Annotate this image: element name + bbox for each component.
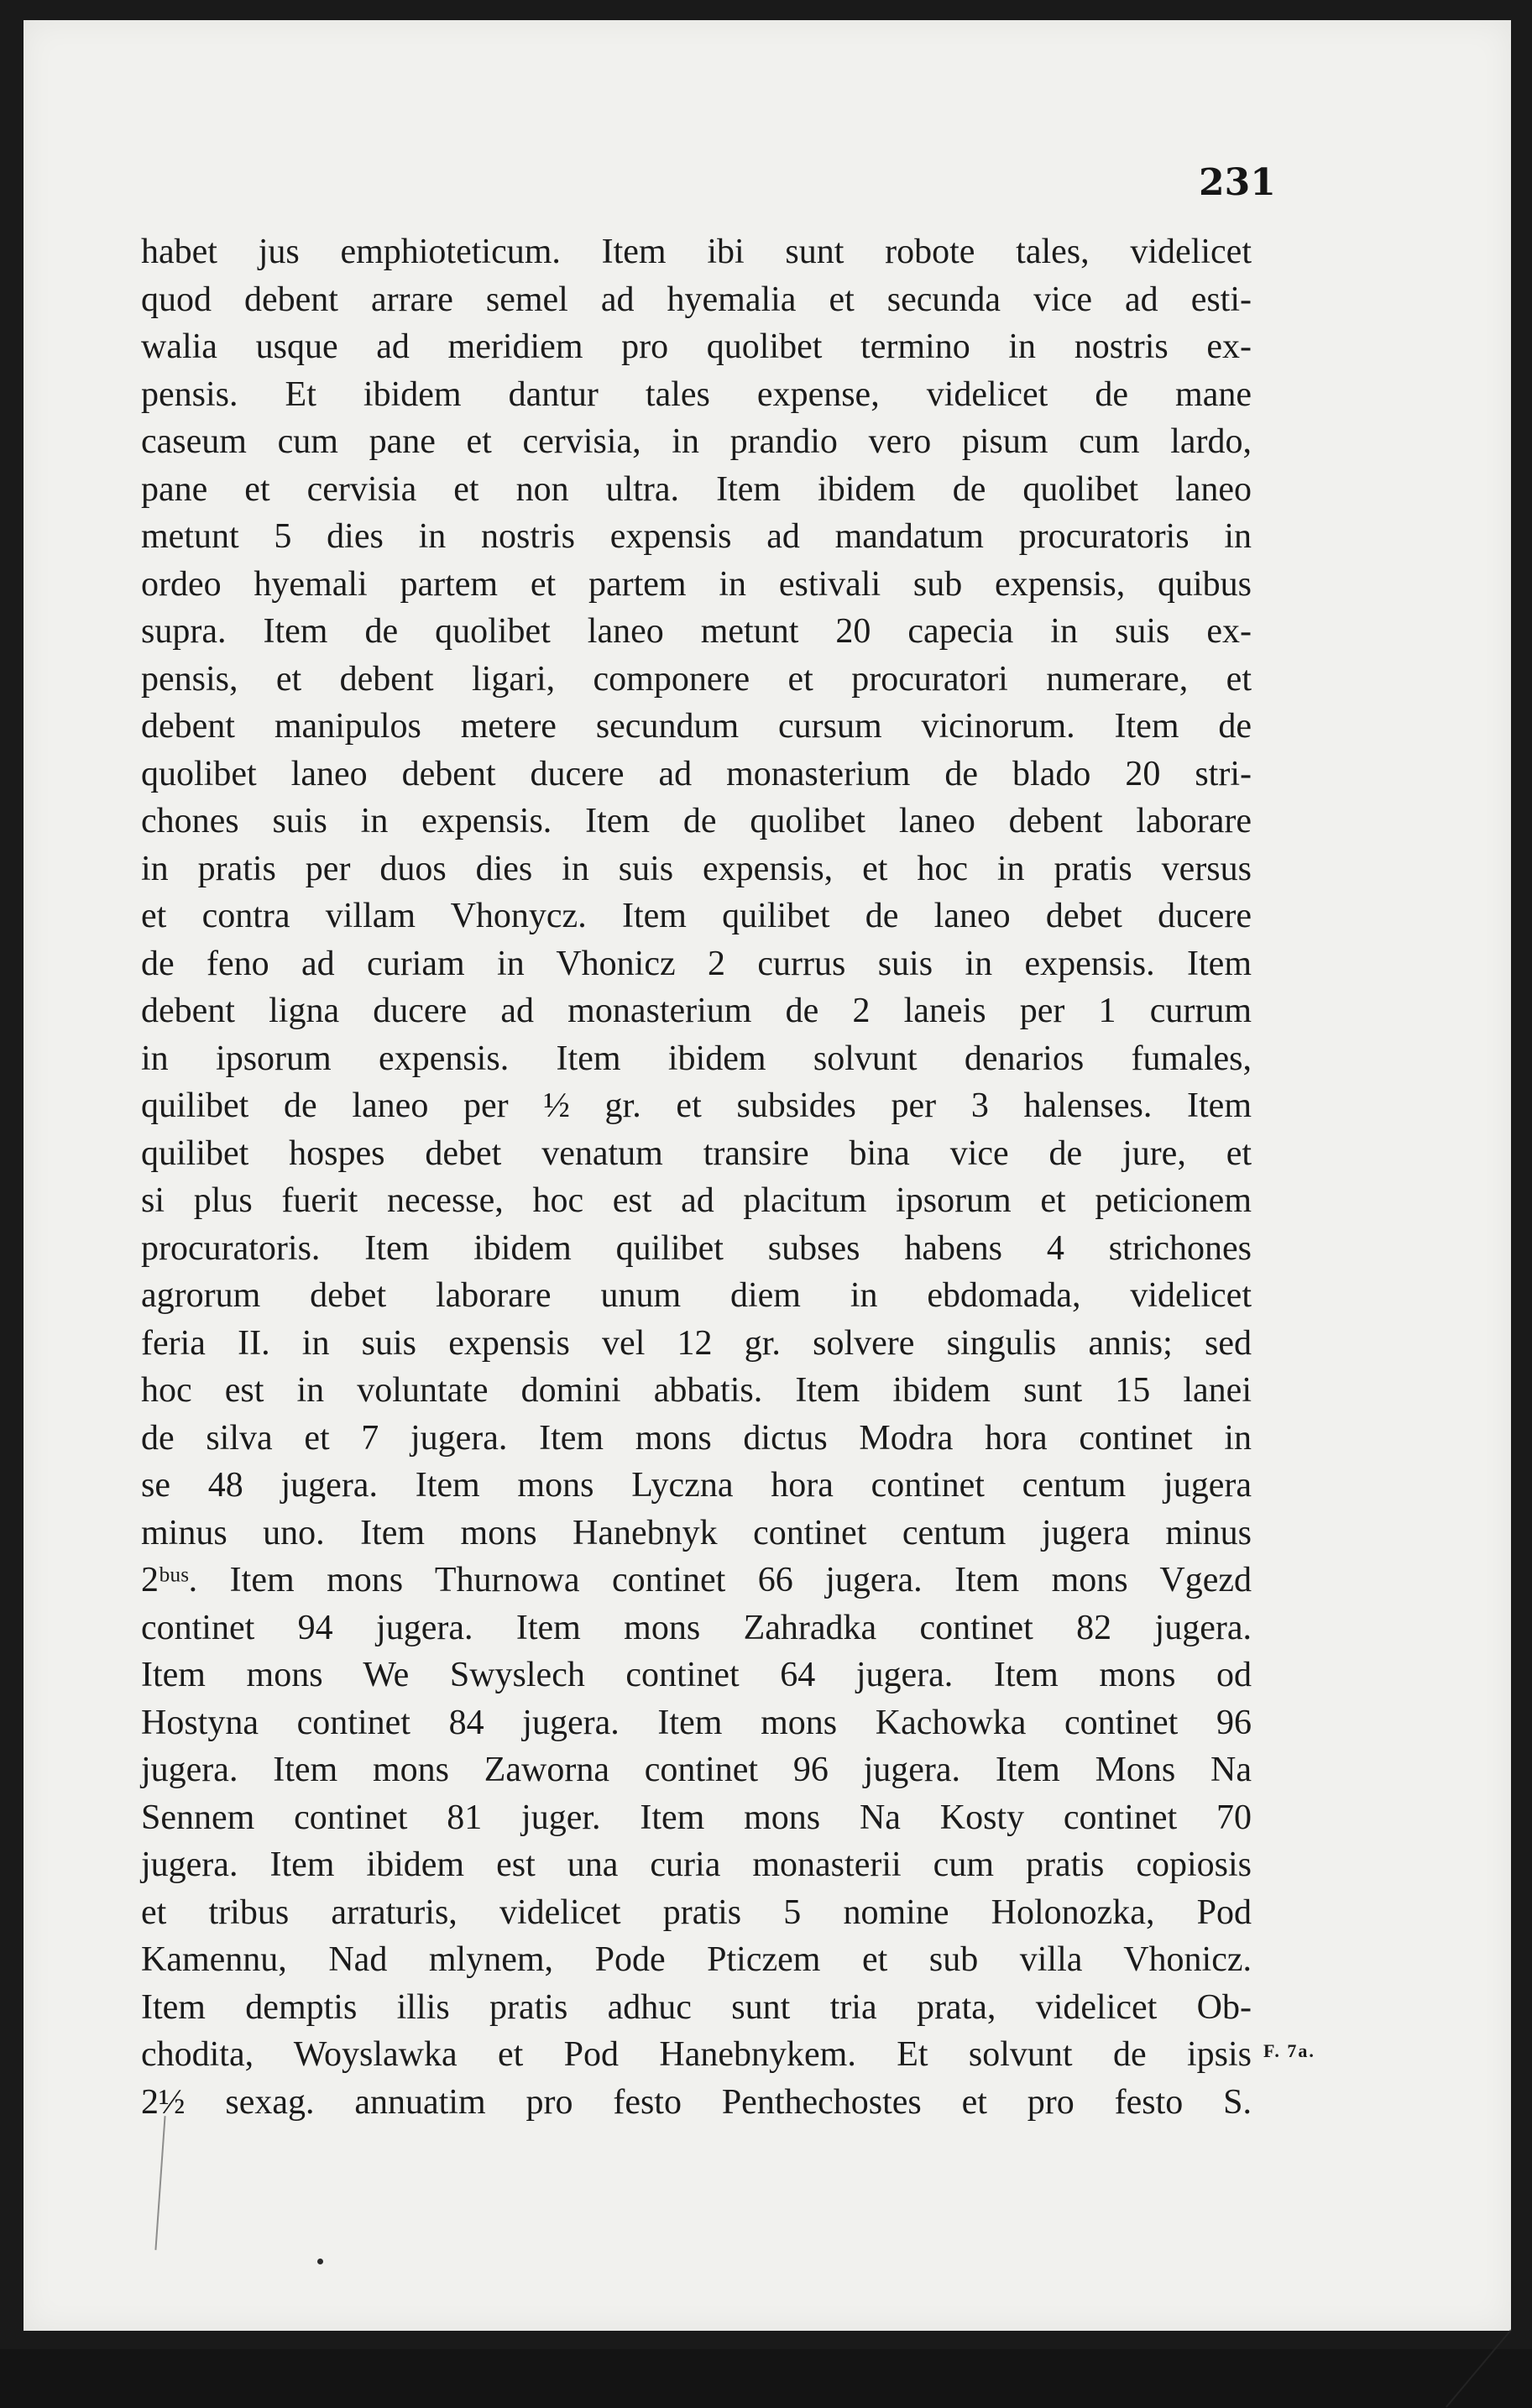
text-line: Item demptis illis pratis adhuc sunt tria prata, videlicet Ob- (141, 1987, 1252, 2027)
text-line: habet jus emphioteticum. Item ibi sunt robote tales, videlicet (141, 233, 1252, 271)
text-line: procuratoris. Item ibidem quilibet subses habens 4 strichones (141, 1228, 1252, 1268)
text-line: feria II. in suis expensis vel 12 gr. solvere singulis annis; sed (141, 1323, 1252, 1363)
text-line: metunt 5 dies in nostris expensis ad mandatum procuratoris in (141, 517, 1252, 556)
text-line: de silva et 7 jugera. Item mons dictus Modra hora continet in (141, 1418, 1252, 1458)
text-line: Hostyna continet 84 jugera. Item mons Kachowka continet 96 (141, 1703, 1252, 1742)
text-line: et contra villam Vhonycz. Item quilibet de laneo debet ducere (141, 897, 1252, 935)
text-line: in pratis per duos dies in suis expensis, et hoc in pratis versus (141, 849, 1252, 888)
text-line: et tribus arraturis, videlicet pratis 5 nomine Holonozka, Pod (141, 1892, 1252, 1932)
text-line: si plus fuerit necesse, hoc est ad placitum ipsorum et peticionem (141, 1181, 1252, 1220)
scan-artifact-dot (317, 2259, 323, 2264)
text-line: quolibet laneo debent ducere ad monasterium de blado 20 stri- (141, 754, 1252, 793)
folio-margin-note: F. 7a. (1263, 2040, 1315, 2061)
text-line: de feno ad curiam in Vhonicz 2 currus suis in expensis. Item (141, 944, 1252, 983)
text-line: Kamennu, Nad mlynem, Pode Pticzem et sub villa Vhonicz. (141, 1940, 1252, 1979)
text-line: jugera. Item mons Zaworna continet 96 jugera. Item Mons Na (141, 1751, 1252, 1789)
text-line: pane et cervisia et non ultra. Item ibidem de quolibet laneo (141, 469, 1252, 509)
text-line: supra. Item de quolibet laneo metunt 20 capecia in suis ex- (141, 612, 1252, 651)
text-line: jugera. Item ibidem est una curia monasterii cum pratis copiosis (141, 1845, 1252, 1884)
text-line: continet 94 jugera. Item mons Zahradka continet 82 jugera. (141, 1608, 1252, 1647)
text-line: hoc est in voluntate domini abbatis. Item ibidem sunt 15 lanei (141, 1371, 1252, 1410)
text-line: se 48 jugera. Item mons Lyczna hora continet centum jugera (141, 1466, 1252, 1505)
text-line: walia usque ad meridiem pro quolibet termino in nostris ex- (141, 327, 1252, 366)
text-line: in ipsorum expensis. Item ibidem solvunt denarios fumales, (141, 1039, 1252, 1078)
text-line: ordeo hyemali partem et partem in estivali sub expensis, quibus (141, 564, 1252, 604)
text-line: debent ligna ducere ad monasterium de 2 laneis per 1 currum (141, 992, 1252, 1030)
text-line: quilibet de laneo per ½ gr. et subsides per 3 halenses. Item (141, 1086, 1252, 1125)
text-line: caseum cum pane et cervisia, in prandio vero pisum cum lardo, (141, 422, 1252, 461)
text-line: pensis. Et ibidem dantur tales expense, videlicet de mane (141, 374, 1252, 414)
text-line: 2ᵇᵘˢ. Item mons Thurnowa continet 66 jugera. Item mons Vgezd (141, 1561, 1252, 1599)
text-line: chodita, Woyslawka et Pod Hanebnykem. Et solvunt de ipsis (141, 2035, 1252, 2074)
text-line: Sennem continet 81 juger. Item mons Na Kosty continet 70 (141, 1798, 1252, 1837)
main-text-block (141, 228, 1252, 2126)
text-line: debent manipulos metere secundum cursum vicinorum. Item de (141, 707, 1252, 746)
text-line: pensis, et debent ligari, componere et procuratori numerare, et (141, 659, 1252, 699)
text-line: agrorum debet laborare unum diem in ebdomada, videlicet (141, 1276, 1252, 1315)
text-line: 2½ sexag. annuatim pro festo Penthechostes et pro festo S. (141, 2082, 1252, 2122)
text-line: Item mons We Swyslech continet 64 jugera. Item mons od (141, 1656, 1252, 1694)
page-number: 231 (1199, 161, 1276, 204)
text-line: chones suis in expensis. Item de quolibet laneo debent laborare (141, 802, 1252, 840)
text-line: minus uno. Item mons Hanebnyk continet centum jugera minus (141, 1513, 1252, 1552)
text-line: quod debent arrare semel ad hyemalia et secunda vice ad esti- (141, 280, 1252, 319)
text-line: quilibet hospes debet venatum transire bina vice de jure, et (141, 1133, 1252, 1173)
scan-artifact-corner (1446, 2329, 1512, 2407)
